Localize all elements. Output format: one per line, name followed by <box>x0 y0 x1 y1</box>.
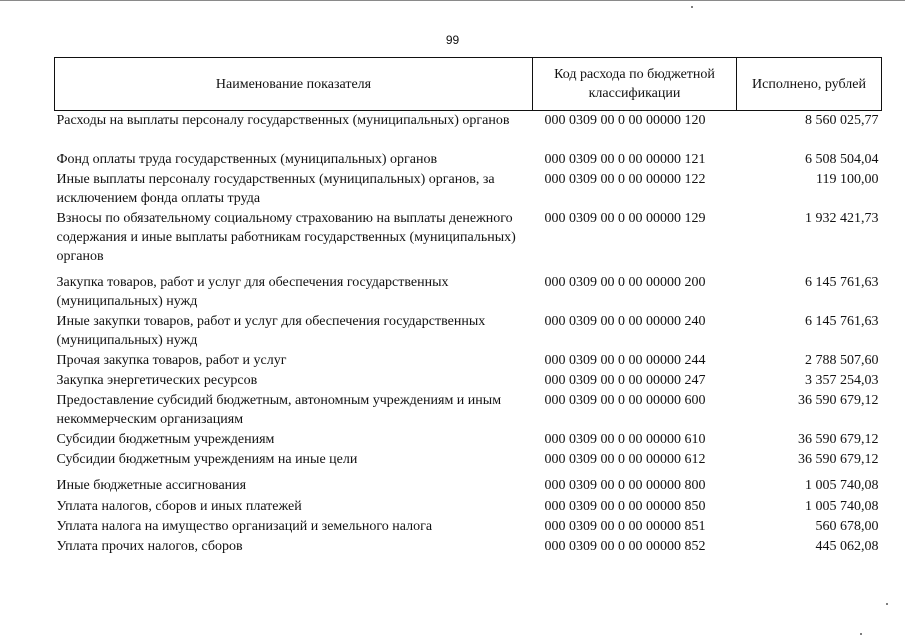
table-body <box>55 111 882 557</box>
row-budget-code: 000 0309 00 0 00 00000 244 <box>544 352 706 368</box>
row-executed-amount: 1 005 740,08 <box>805 498 879 514</box>
row-indicator-name: Фонд оплаты труда государственных (муниципальных) органов <box>56 151 438 167</box>
row-executed-amount: 119 100,00 <box>816 171 879 187</box>
row-executed-amount: 8 560 025,77 <box>805 113 879 128</box>
header-budget-code: Код расхода по бюджетной классификации <box>533 58 737 111</box>
row-indicator-name: Уплата налога на имущество организаций и земельного налога <box>56 518 433 534</box>
row-indicator-name: Иные бюджетные ассигнования <box>56 477 247 493</box>
table-row <box>55 209 882 273</box>
header-indicator-name: Наименование показателя <box>55 58 533 111</box>
row-budget-code: 000 0309 00 0 00 00000 121 <box>544 151 706 167</box>
budget-execution-table <box>54 57 882 557</box>
table-row <box>55 111 882 150</box>
row-indicator-name: Расходы на выплаты персоналу государственных (муниципальных) органов <box>56 113 510 128</box>
table-row <box>55 371 882 391</box>
row-indicator-name: Взносы по обязательному социальному страхованию на выплаты денежного содержания и иные выплаты работникам государственных (муниципальных) органов <box>56 210 516 264</box>
row-indicator-name: Уплата налогов, сборов и иных платежей <box>56 498 302 514</box>
table-row <box>55 537 882 557</box>
table-header <box>55 58 882 111</box>
row-indicator-name: Закупка энергетических ресурсов <box>56 372 258 388</box>
row-executed-amount: 2 788 507,60 <box>805 352 879 368</box>
row-budget-code: 000 0309 00 0 00 00000 600 <box>544 392 706 408</box>
row-indicator-name: Иные закупки товаров, работ и услуг для обеспечения государственных (муниципальных) нужд <box>56 313 486 348</box>
row-executed-amount: 1 932 421,73 <box>805 210 879 226</box>
row-budget-code: 000 0309 00 0 00 00000 200 <box>544 274 706 290</box>
row-executed-amount: 36 590 679,12 <box>798 451 879 467</box>
table-row <box>55 273 882 312</box>
row-indicator-name: Закупка товаров, работ и услуг для обеспечения государственных (муниципальных) нужд <box>56 274 449 309</box>
row-executed-amount: 6 145 761,63 <box>805 313 879 329</box>
page-number: 99 <box>445 33 460 47</box>
row-executed-amount: 36 590 679,12 <box>798 392 879 408</box>
row-budget-code: 000 0309 00 0 00 00000 852 <box>544 538 706 554</box>
row-budget-code: 000 0309 00 0 00 00000 850 <box>544 498 706 514</box>
row-executed-amount: 560 678,00 <box>815 518 879 534</box>
row-budget-code: 000 0309 00 0 00 00000 800 <box>544 477 706 493</box>
scan-speck <box>860 633 862 635</box>
table-row <box>55 150 882 170</box>
row-budget-code: 000 0309 00 0 00 00000 247 <box>544 372 706 388</box>
row-budget-code: 000 0309 00 0 00 00000 612 <box>544 451 706 467</box>
row-executed-amount: 6 145 761,63 <box>805 274 879 290</box>
table-row <box>55 170 882 209</box>
table-row <box>55 517 882 537</box>
row-budget-code: 000 0309 00 0 00 00000 129 <box>544 210 706 226</box>
table-row <box>55 450 882 476</box>
scan-speck <box>691 6 693 8</box>
row-indicator-name: Прочая закупка товаров, работ и услуг <box>56 352 287 368</box>
header-executed-amount: Исполнено, рублей <box>737 58 882 111</box>
row-executed-amount: 6 508 504,04 <box>805 151 879 167</box>
row-indicator-name: Предоставление субсидий бюджетным, автономным учреждениям и иным некоммерческим организациям <box>56 392 502 427</box>
row-executed-amount: 3 357 254,03 <box>805 372 879 388</box>
row-budget-code: 000 0309 00 0 00 00000 120 <box>544 113 706 128</box>
table-row <box>55 476 882 497</box>
row-executed-amount: 445 062,08 <box>815 538 879 554</box>
row-budget-code: 000 0309 00 0 00 00000 122 <box>544 171 706 187</box>
row-budget-code: 000 0309 00 0 00 00000 610 <box>544 431 706 447</box>
table-row <box>55 391 882 430</box>
row-budget-code: 000 0309 00 0 00 00000 851 <box>544 518 706 534</box>
row-indicator-name: Уплата прочих налогов, сборов <box>56 538 243 554</box>
row-indicator-name: Иные выплаты персоналу государственных (муниципальных) органов, за исключением фонда оплаты труда <box>56 171 495 206</box>
table-header-row <box>55 58 882 111</box>
row-executed-amount: 1 005 740,08 <box>805 477 879 493</box>
row-indicator-name: Субсидии бюджетным учреждениям <box>56 431 275 447</box>
scan-speck <box>886 603 888 605</box>
table-row <box>55 312 882 351</box>
table-row <box>55 351 882 371</box>
row-budget-code: 000 0309 00 0 00 00000 240 <box>544 313 706 329</box>
row-indicator-name: Субсидии бюджетным учреждениям на иные цели <box>56 451 358 467</box>
table-row <box>55 430 882 450</box>
page-top-border <box>0 0 905 1</box>
row-executed-amount: 36 590 679,12 <box>798 431 879 447</box>
table-row <box>55 497 882 517</box>
